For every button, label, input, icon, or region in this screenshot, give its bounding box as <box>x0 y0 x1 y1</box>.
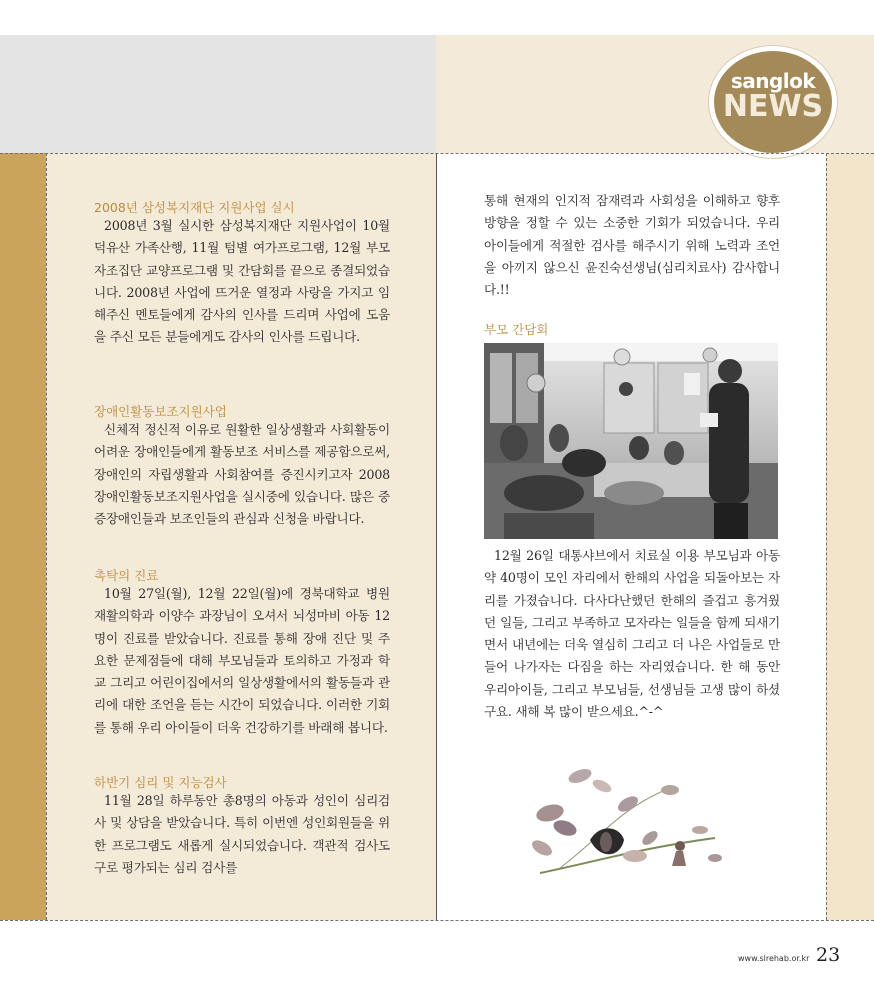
page-number: 23 <box>816 944 841 966</box>
section-body: 12월 26일 대통샤브에서 치료실 이용 부모님과 아동 약 40명이 모인 자리에서 한해의 사업을 되돌아보는 자리를 가졌습니다. 다사다난했던 한해의 즐겁고 흥겨웠던 일들, 그리고 부족하고 모자라는 일들을 함께 되새기면서 내년에는 더욱 열심히 그리고 더 나은 사업들로 만들어 나가자는 다짐을 하는 자리였습니다. 한 해 동안 우리아이들, 그리고 부모님들, 선생님들 고생 많이 하셨구요. 새해 복 많이 받으세요.^-^ <box>484 548 780 720</box>
logo-line-2: NEWS <box>722 89 824 124</box>
left-gold-strip <box>0 153 46 920</box>
section-body: 10월 27일(월), 12월 22일(월)에 경북대학교 병원 재활의학과 이양수 과장님이 오셔서 뇌성마비 아동 12명이 진료를 받았습니다. 진료를 통해 장애 진단 및 주요한 문제점들에 대해 부모님들과 토의하고 가정과 학교 그리고 어린이집에서의 일상생활에서의 활동들과 관리에 대한 조언을 듣는 시간이 되었습니다. 이러한 기회를 통해 우리 아이들이 더욱 건강하기를 바래해 봅니다. <box>94 586 390 735</box>
dashed-divider-bottom <box>0 920 874 921</box>
column-divider <box>436 153 437 920</box>
header-band-left <box>0 35 436 153</box>
section-heading: 부모 간담회 <box>484 322 549 337</box>
section-heading: 촉탁의 진료 <box>94 568 159 583</box>
flying-leaves-illustration <box>520 768 730 898</box>
section-body: 신체적 정신적 이유로 원활한 일상생활과 사회활동이 어려운 장애인들에게 활동보조 서비스를 제공함으로써, 장애인의 자립생활과 사회참여를 증진시키고자 2008 장애인활동보조지원사업을 실시중에 있습니다. 많은 중증장애인들과 보조인들의 관심과 신청을 바랍니다. <box>94 422 390 527</box>
section-body: 2008년 3월 실시한 삼성복지재단 지원사업이 10월 덕유산 가족산행, 11월 텀별 여가프로그램, 12월 부모자조집단 교양프로그램 및 간담회를 끝으로 종결되었습니다. 2008년 사업에 뜨거운 열정과 사랑을 가지고 임해주신 멘토들에게 감사의 인사를 드리며 사업에 도움을 주신 모든 분들에게도 감사의 인사를 드립니다. <box>94 218 390 345</box>
section-heading: 장애인활동보조지원사업 <box>94 404 227 419</box>
section-body: 11월 28일 하루동안 총8명의 아동과 성인이 심리검사 및 상담을 받았습니다. 특히 이번엔 성인회원들을 위한 프로그램도 새롭게 실시되었습니다. 객관적 검사도구로 평가되는 심리 검사를 <box>94 793 390 875</box>
section-heading: 2008년 삼성복지재단 지원사업 실시 <box>94 200 295 215</box>
dashed-divider-right <box>826 153 827 920</box>
continued-paragraph: 통해 현재의 인지적 잠재력과 사회성을 이해하고 향후 방향을 정할 수 있는 소중한 기회가 되었습니다. 우리 아이들에게 적절한 검사를 해주시기 위해 노력과 조언을 아끼지 않으신 윤진숙선생님(심리치료사) 감사합니다.!! <box>484 193 780 298</box>
sanglok-news-logo <box>709 46 837 158</box>
parent-meeting-photo <box>484 343 778 539</box>
logo-line-1: sanglok <box>730 69 816 93</box>
footer-url: www.slrehab.or.kr <box>738 954 810 963</box>
right-cream-strip <box>826 153 874 920</box>
dashed-divider-left <box>46 153 47 920</box>
dashed-divider-top <box>0 153 874 154</box>
section-heading: 하반기 심리 및 지능검사 <box>94 775 227 790</box>
